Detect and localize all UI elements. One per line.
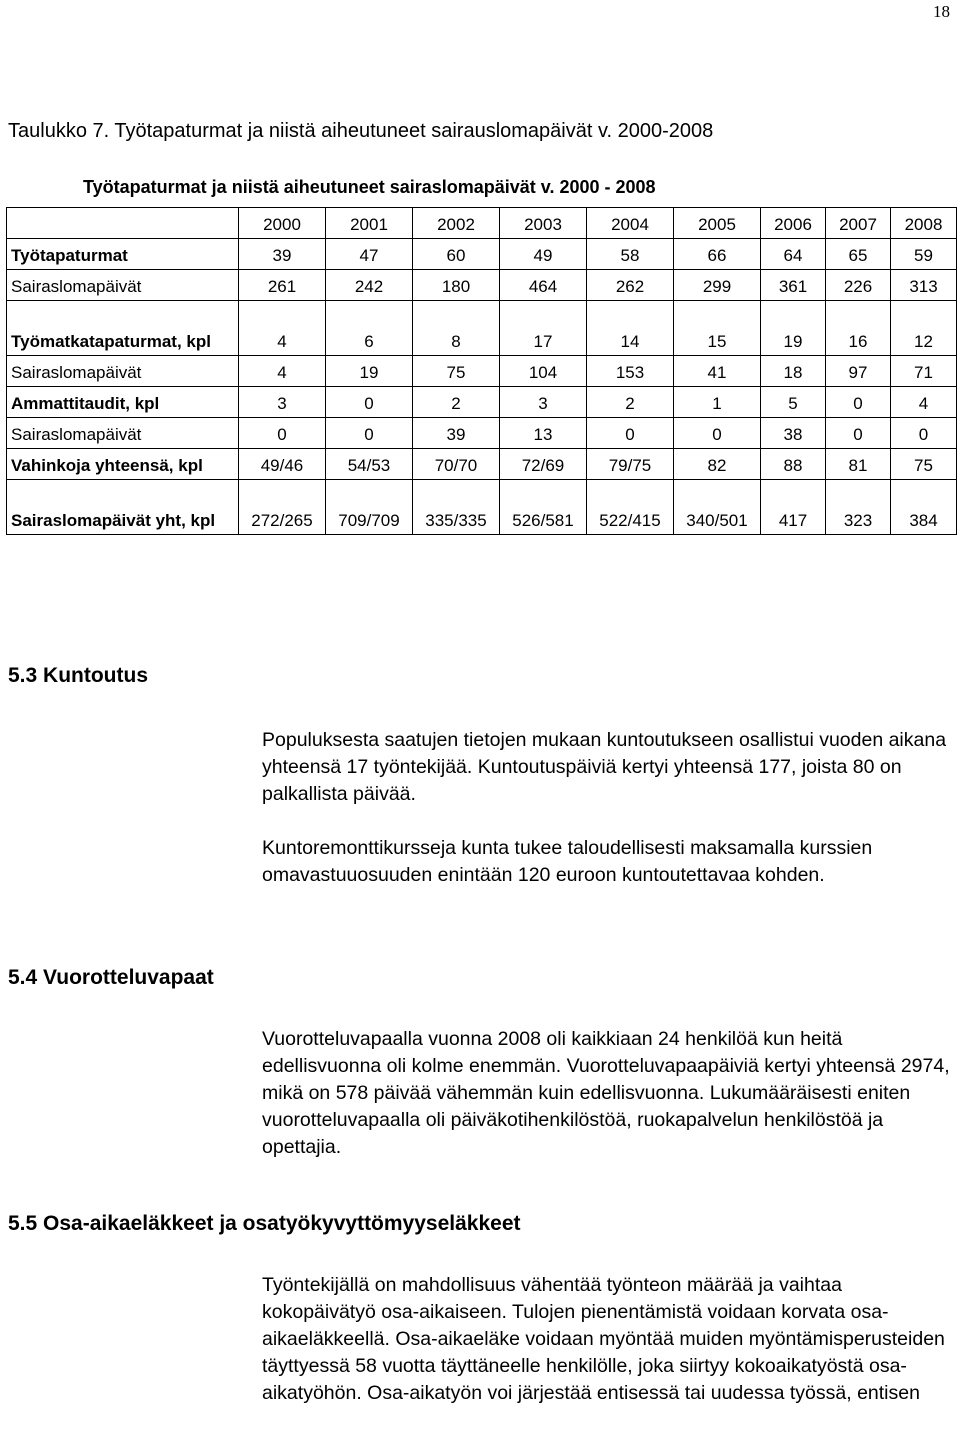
section-heading-vuorotteluvapaat: 5.4 Vuorotteluvapaat xyxy=(8,966,214,989)
value-cell: 384 xyxy=(891,480,957,535)
value-cell: 72/69 xyxy=(500,449,587,480)
table-row xyxy=(7,239,957,270)
value-cell: 262 xyxy=(587,270,674,301)
vuorottelu-paragraph: Vuorotteluvapaalla vuonna 2008 oli kaikkiaan 24 henkilöä kun heitä edellisvuonna oli kolme enemmän. Vuorotteluvapaapäiviä kertyi yhteensä 2974, mikä on 578 päivää vähemmän kuin edellisvuonna. Lukumääräisesti eniten vuorotteluvapaalla oli päiväkotihenkilöstöä, ruokapalvelun henkilöstöä ja opettajia. xyxy=(262,1028,950,1158)
value-cell: 64 xyxy=(761,239,826,270)
year-header-cell: 2004 xyxy=(587,208,674,239)
value-cell: 88 xyxy=(761,449,826,480)
value-cell: 16 xyxy=(826,301,891,356)
value-cell: 66 xyxy=(674,239,761,270)
value-cell: 0 xyxy=(326,387,413,418)
row-label-cell: Sairaslomapäivät xyxy=(7,270,239,301)
value-cell: 0 xyxy=(674,418,761,449)
table-row xyxy=(7,387,957,418)
table-row xyxy=(7,418,957,449)
value-cell: 59 xyxy=(891,239,957,270)
value-cell: 49/46 xyxy=(239,449,326,480)
value-cell: 39 xyxy=(413,418,500,449)
value-cell: 71 xyxy=(891,356,957,387)
value-cell: 0 xyxy=(826,418,891,449)
value-cell: 19 xyxy=(761,301,826,356)
year-header-cell: 2001 xyxy=(326,208,413,239)
year-header-cell: 2002 xyxy=(413,208,500,239)
table-caption: Taulukko 7. Työtapaturmat ja niistä aiheutuneet sairauslomapäivät v. 2000-2008 xyxy=(8,120,714,142)
table-row xyxy=(7,449,957,480)
value-cell: 464 xyxy=(500,270,587,301)
value-cell: 4 xyxy=(891,387,957,418)
header-blank-cell xyxy=(7,208,239,239)
value-cell: 299 xyxy=(674,270,761,301)
value-cell: 60 xyxy=(413,239,500,270)
value-cell: 522/415 xyxy=(587,480,674,535)
value-cell: 18 xyxy=(761,356,826,387)
row-label-cell: Vahinkoja yhteensä, kpl xyxy=(7,449,239,480)
year-header-cell: 2007 xyxy=(826,208,891,239)
value-cell: 272/265 xyxy=(239,480,326,535)
value-cell: 49 xyxy=(500,239,587,270)
kuntoutus-paragraph-1: Populuksesta saatujen tietojen mukaan kuntoutukseen osallistui vuoden aikana yhteensä 17 työntekijää. Kuntoutuspäiviä kertyi yhteensä 177, joista 80 on palkallista päivää. xyxy=(262,729,947,805)
value-cell: 3 xyxy=(239,387,326,418)
value-cell: 97 xyxy=(826,356,891,387)
value-cell: 17 xyxy=(500,301,587,356)
value-cell: 3 xyxy=(500,387,587,418)
value-cell: 0 xyxy=(587,418,674,449)
year-header-cell: 2005 xyxy=(674,208,761,239)
value-cell: 14 xyxy=(587,301,674,356)
value-cell: 335/335 xyxy=(413,480,500,535)
value-cell: 75 xyxy=(413,356,500,387)
value-cell: 4 xyxy=(239,356,326,387)
value-cell: 0 xyxy=(891,418,957,449)
table-row xyxy=(7,480,957,535)
value-cell: 242 xyxy=(326,270,413,301)
value-cell: 0 xyxy=(239,418,326,449)
table-title: Työtapaturmat ja niistä aiheutuneet sairaslomapäivät v. 2000 - 2008 xyxy=(83,177,656,197)
year-header-cell: 2008 xyxy=(891,208,957,239)
value-cell: 65 xyxy=(826,239,891,270)
value-cell: 13 xyxy=(500,418,587,449)
kuntoutus-paragraph-2: Kuntoremonttikursseja kunta tukee taloudellisesti maksamalla kurssien omavastuuosuuden enintään 120 euroon kuntoutettavaa kohden. xyxy=(262,837,873,886)
value-cell: 39 xyxy=(239,239,326,270)
value-cell: 81 xyxy=(826,449,891,480)
section-heading-kuntoutus: 5.3 Kuntoutus xyxy=(8,664,148,687)
value-cell: 153 xyxy=(587,356,674,387)
value-cell: 340/501 xyxy=(674,480,761,535)
value-cell: 226 xyxy=(826,270,891,301)
value-cell: 361 xyxy=(761,270,826,301)
value-cell: 54/53 xyxy=(326,449,413,480)
value-cell: 1 xyxy=(674,387,761,418)
value-cell: 104 xyxy=(500,356,587,387)
value-cell: 82 xyxy=(674,449,761,480)
value-cell: 12 xyxy=(891,301,957,356)
value-cell: 2 xyxy=(413,387,500,418)
value-cell: 323 xyxy=(826,480,891,535)
value-cell: 58 xyxy=(587,239,674,270)
row-label-cell: Sairaslomapäivät yht, kpl xyxy=(7,480,239,535)
value-cell: 8 xyxy=(413,301,500,356)
value-cell: 0 xyxy=(826,387,891,418)
value-cell: 0 xyxy=(326,418,413,449)
page-number: 18 xyxy=(933,2,950,21)
year-header-cell: 2006 xyxy=(761,208,826,239)
value-cell: 417 xyxy=(761,480,826,535)
row-label-cell: Työtapaturmat xyxy=(7,239,239,270)
accident-statistics-table xyxy=(6,207,957,535)
value-cell: 19 xyxy=(326,356,413,387)
row-label-cell: Sairaslomapäivät xyxy=(7,418,239,449)
value-cell: 313 xyxy=(891,270,957,301)
value-cell: 709/709 xyxy=(326,480,413,535)
table-row xyxy=(7,356,957,387)
section-heading-osa-aikaelakkeet: 5.5 Osa-aikaeläkkeet ja osatyökyvyttömyyseläkkeet xyxy=(8,1212,521,1235)
value-cell: 75 xyxy=(891,449,957,480)
value-cell: 2 xyxy=(587,387,674,418)
value-cell: 41 xyxy=(674,356,761,387)
row-label-cell: Ammattitaudit, kpl xyxy=(7,387,239,418)
table-header-row xyxy=(7,208,957,239)
value-cell: 6 xyxy=(326,301,413,356)
value-cell: 4 xyxy=(239,301,326,356)
value-cell: 15 xyxy=(674,301,761,356)
value-cell: 526/581 xyxy=(500,480,587,535)
value-cell: 79/75 xyxy=(587,449,674,480)
value-cell: 5 xyxy=(761,387,826,418)
table-row xyxy=(7,270,957,301)
osa-aika-paragraph: Työntekijällä on mahdollisuus vähentää työnteon määrää ja vaihtaa kokopäivätyö osa-aikaiseen. Tulojen pienentämistä voidaan korvata osa-aikaeläkkeellä. Osa-aikaeläke voidaan myöntää muiden myöntämisperusteiden täyttyessä 58 vuotta täyttäneelle henkilölle, joka siirtyy kokoaikatyöstä osa-aikatyöhön. Osa-aikatyön voi järjestää entisessä tai uudessa työssä, entisen xyxy=(262,1274,945,1404)
value-cell: 70/70 xyxy=(413,449,500,480)
value-cell: 38 xyxy=(761,418,826,449)
year-header-cell: 2003 xyxy=(500,208,587,239)
year-header-cell: 2000 xyxy=(239,208,326,239)
row-label-cell: Työmatkatapaturmat, kpl xyxy=(7,301,239,356)
value-cell: 47 xyxy=(326,239,413,270)
value-cell: 180 xyxy=(413,270,500,301)
row-label-cell: Sairaslomapäivät xyxy=(7,356,239,387)
table-row xyxy=(7,301,957,356)
value-cell: 261 xyxy=(239,270,326,301)
